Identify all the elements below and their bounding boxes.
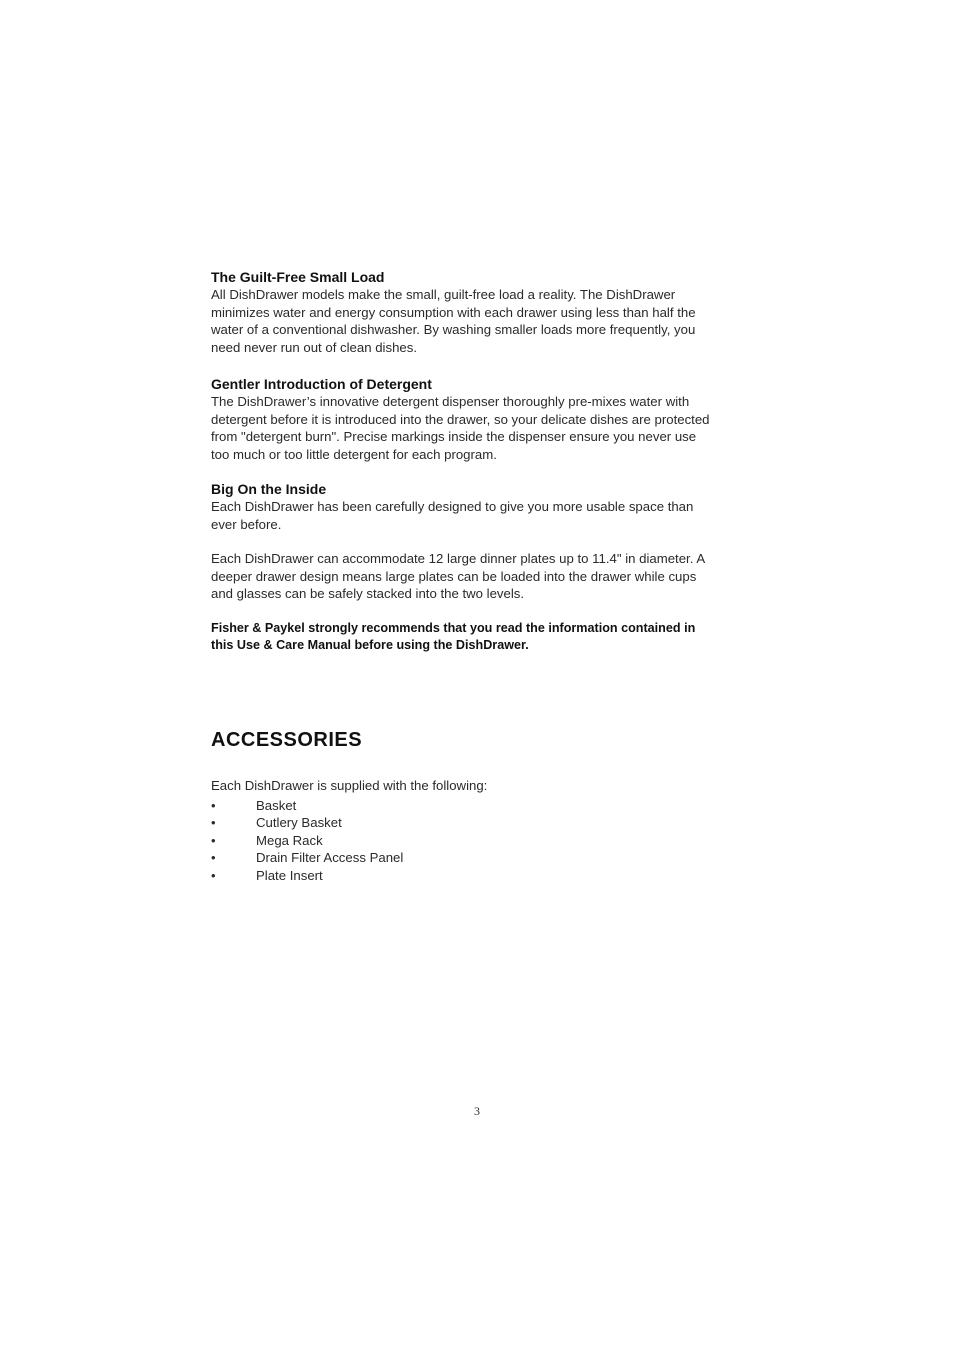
- section-text-line: water of a conventional dishwasher. By washing smaller loads more frequently, you: [211, 322, 696, 337]
- section-text-line: detergent before it is introduced into the drawer, so your delicate dishes are protected: [211, 411, 710, 427]
- list-item: [211, 832, 403, 849]
- section-text-line: The DishDrawer’s innovative detergent dispenser thoroughly pre-mixes water with: [211, 394, 690, 409]
- accessories-intro: Each DishDrawer is supplied with the following:: [211, 778, 488, 793]
- bullet-icon: •: [211, 832, 216, 848]
- list-item: [211, 849, 403, 866]
- section-text-line: and glasses can be safely stacked into the two levels.: [211, 586, 525, 601]
- section-text-line: All DishDrawer models make the small, guilt-free load a reality. The DishDrawer: [211, 287, 676, 302]
- section-text-line: Each DishDrawer can accommodate 12 large dinner plates up to 11.4" in diameter. A: [211, 551, 706, 566]
- section-text-line: deeper drawer design means large plates can be loaded into the drawer while cups: [211, 568, 697, 584]
- list-item: [211, 867, 403, 884]
- section-text-line: from "detergent burn". Precise markings inside the dispenser ensure you never use: [211, 429, 697, 444]
- main-content: [211, 268, 751, 655]
- bullet-icon: •: [211, 815, 216, 831]
- accessories-heading: ACCESSORIES: [211, 729, 363, 751]
- section-title-guilt-free: The Guilt-Free Small Load: [211, 269, 385, 285]
- list-item: [211, 814, 403, 831]
- section-text-line: ever before.: [211, 516, 282, 532]
- list-item: [211, 797, 403, 814]
- section-text-line: need never run out of clean dishes.: [211, 339, 418, 355]
- bullet-icon: •: [211, 798, 216, 813]
- section-title-big-inside: Big On the Inside: [211, 481, 327, 497]
- recommendation-note: this Use & Care Manual before using the DishDrawer.: [211, 638, 529, 652]
- section-text-line: too much or too little detergent for each program.: [211, 446, 497, 462]
- list-item-label: Drain Filter Access Panel: [256, 850, 404, 866]
- bullet-icon: •: [211, 850, 216, 866]
- page-number: 3: [474, 1104, 480, 1118]
- recommendation-note: Fisher & Paykel strongly recommends that you read the information contained in: [211, 620, 696, 635]
- list-item-label: Basket: [256, 798, 297, 813]
- section-title-detergent: Gentler Introduction of Detergent: [211, 376, 432, 392]
- list-item-label: Plate Insert: [256, 867, 323, 883]
- accessories-list: [211, 797, 403, 884]
- section-text-line: minimizes water and energy consumption with each drawer using less than half the: [211, 304, 696, 320]
- list-item-label: Mega Rack: [256, 832, 323, 848]
- list-item-label: Cutlery Basket: [256, 815, 342, 831]
- bullet-icon: •: [211, 867, 216, 883]
- section-text-line: Each DishDrawer has been carefully designed to give you more usable space than: [211, 499, 694, 514]
